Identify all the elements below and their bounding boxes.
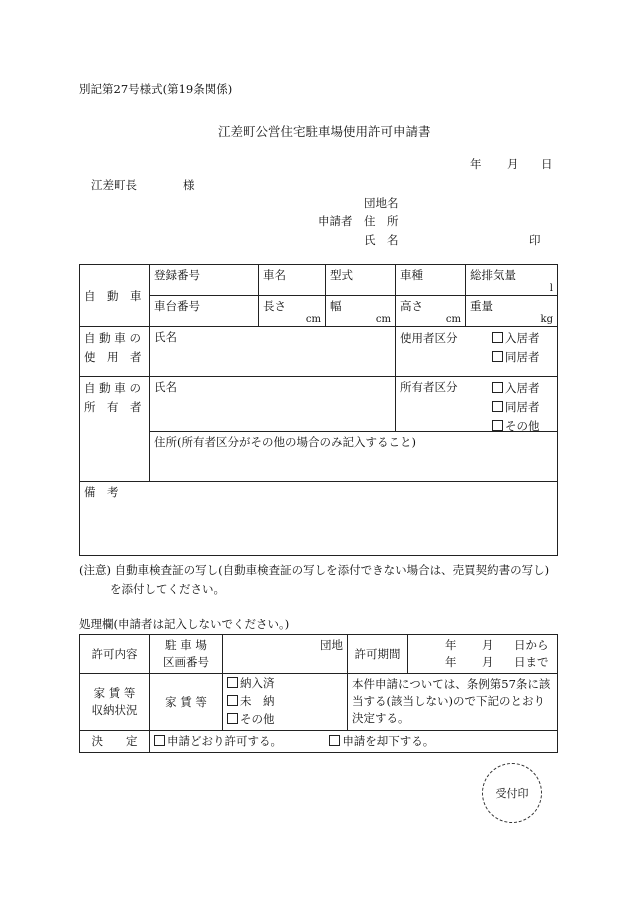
permit-period-cell[interactable]: 年 月 日から 年 月 日まで [408,635,558,674]
width-cell[interactable]: 幅 cm [326,296,396,327]
document-title: 江差町公営住宅駐車場使用許可申請書 [218,124,431,139]
parking-lot-label: 駐 車 場 区画番号 [150,635,223,674]
rent-option-unpaid[interactable]: 未 納 [227,692,343,710]
user-name-cell[interactable]: 氏名 [150,327,396,377]
checkbox[interactable] [492,351,503,362]
checkbox[interactable] [227,695,238,706]
checkbox[interactable] [227,713,238,724]
addressee: 江差町長 [91,178,137,192]
user-section-label: 自 動 車 の 使 用 者 [80,327,150,377]
applicant-label: 申請者 [318,214,353,228]
weight-cell[interactable]: 重量 kg [466,296,558,327]
checkbox[interactable] [154,735,165,746]
checkbox[interactable] [492,401,503,412]
decision-label: 決 定 [80,731,150,753]
honorific: 様 [183,178,195,192]
owner-name-cell[interactable]: 氏名 [150,377,396,432]
owner-category-cell[interactable] [396,377,558,432]
decision-statement: 本件申請については、条例第57条に該当する(該当しない)ので下記のとおり決定する。 [348,674,558,731]
checkbox[interactable] [492,332,503,343]
processing-heading: 処理欄(申請者は記入しないでください。) [79,617,290,631]
reception-stamp: 受付印 [482,763,542,823]
application-table [79,264,558,556]
model-cell[interactable]: 型式 [326,265,396,296]
user-option-resident[interactable]: 入居者 [492,329,540,348]
notice-line-1: (注意) 自動車検査証の写し(自動車検査証の写しを添付できない場合は、売買契約書の写し) [79,563,550,577]
owner-category-label: 所有者区分 [400,380,458,394]
notice-line-2: を添付してください。 [110,582,225,596]
length-cell[interactable]: 長さ cm [259,296,326,327]
chassis-number-cell[interactable]: 車台番号 [150,296,259,327]
displacement-unit: l [549,283,553,294]
decision-approve[interactable]: 申請どおり許可する。 [154,734,282,748]
form-reference: 別記第27号様式(第19条関係) [79,82,233,96]
rent-option-paid[interactable]: 納入済 [227,674,343,692]
remarks-cell[interactable]: 備 考 [80,482,558,556]
vehicle-type-cell[interactable]: 車種 [396,265,466,296]
address-label: 住 所 [364,214,399,228]
displacement-cell[interactable]: 総排気量 l [466,265,558,296]
owner-section-label: 自 動 車 の 所 有 者 [80,377,150,482]
decision-reject[interactable]: 申請を却下する。 [329,734,434,748]
date-day-label: 日 [541,157,553,171]
rent-label: 家 賃 等 [150,674,223,731]
rent-option-other[interactable]: その他 [227,710,343,728]
date-year-label: 年 [470,157,482,171]
rent-status-options[interactable] [223,674,348,731]
registration-number-cell[interactable]: 登録番号 [150,265,259,296]
seal-mark: 印 [529,233,541,247]
complex-cell[interactable]: 団地 [223,635,348,674]
permit-content-label: 許可内容 [80,635,150,674]
vehicle-section-label: 自 動 車 [80,265,150,327]
checkbox[interactable] [492,420,503,431]
make-cell[interactable]: 車名 [259,265,326,296]
owner-option-other[interactable]: その他 [492,417,540,436]
name-label: 氏 名 [364,233,399,247]
processing-table [79,634,558,753]
rent-status-label: 家 賃 等 収納状況 [80,674,150,731]
user-option-cohabitant[interactable]: 同居者 [492,348,540,367]
owner-option-cohabitant[interactable]: 同居者 [492,398,540,417]
user-category-label: 使用者区分 [400,331,458,345]
date-month-label: 月 [507,157,519,171]
complex-name-label: 団地名 [364,196,399,210]
permit-period-label: 許可期間 [348,635,408,674]
user-category-cell[interactable] [396,327,558,377]
checkbox[interactable] [329,735,340,746]
owner-address-cell[interactable]: 住所(所有者区分がその他の場合のみ記入すること) [150,432,558,482]
height-cell[interactable]: 高さ cm [396,296,466,327]
checkbox[interactable] [227,677,238,688]
checkbox[interactable] [492,382,503,393]
owner-option-resident[interactable]: 入居者 [492,379,540,398]
decision-options[interactable] [150,731,558,753]
